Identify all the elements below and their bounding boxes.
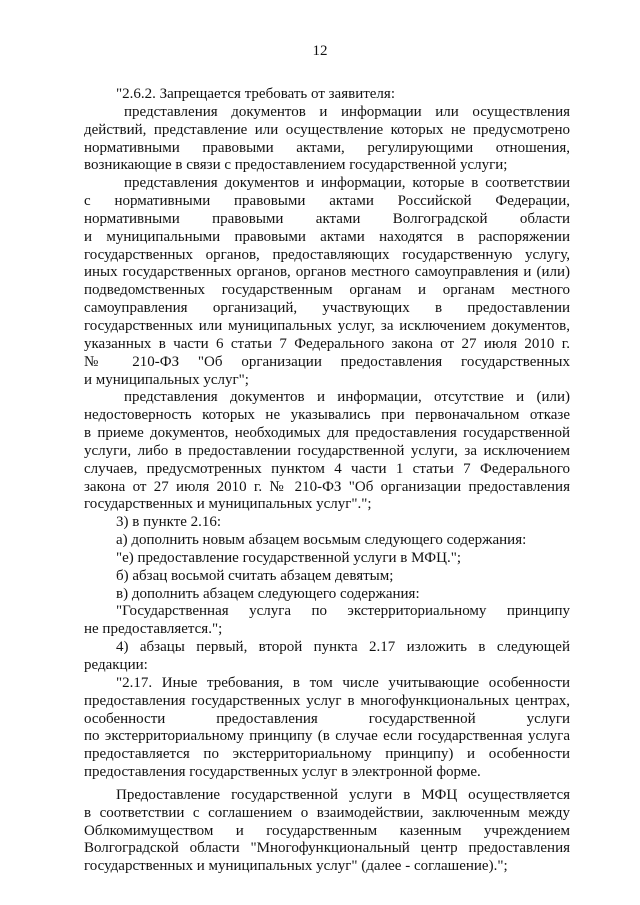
text-line: а) дополнить новым абзацем восьмым следующего содержания: (116, 532, 527, 549)
text-line: закона от 27 июля 2010 г. № 210-ФЗ "Об организации предоставления (84, 478, 570, 495)
text-line: редакции: (84, 657, 148, 673)
text-line: в приеме документов, необходимых для предоставления государственной (84, 425, 570, 442)
text-line: действий, представление или осуществление которых не предусмотрено (84, 121, 570, 138)
text-line: возникающие в связи с предоставлением государственной услуги; (84, 157, 508, 174)
text-line: "е) предоставление государственной услуги в МФЦ."; (116, 549, 461, 566)
text-line: государственных и муниципальных услуг" (далее - соглашение)."; (84, 858, 508, 875)
page-number: 12 (312, 43, 328, 59)
text-line: подведомственных государственным органам и органам местного (84, 282, 570, 299)
text-line: в соответствии с соглашением о взаимодействии, заключенным между (84, 804, 570, 821)
text-line: представления документов и информации, которые в соответствии (124, 175, 570, 192)
text-line: иных государственных органов, органов местного самоуправления и (или) (84, 264, 570, 281)
text-line: и муниципальными правовыми актами находятся в распоряжении (84, 228, 570, 245)
document-body (84, 86, 570, 876)
text-line: представления документов и информации, отсутствие и (или) (124, 389, 570, 406)
text-line: 4) абзацы первый, второй пункта 2.17 изложить в следующей (116, 639, 570, 656)
text-line: нормативными правовыми актами, регулирующими отношения, (84, 139, 570, 156)
text-line: Облкомимуществом и государственным казенным учреждением (84, 822, 570, 839)
text-line: особенности предоставления государственной услуги (84, 710, 570, 727)
text-line: предоставления государственных услуг в электронной форме. (84, 764, 481, 781)
text-line: б) абзац восьмой считать абзацем девятым; (116, 567, 394, 584)
text-line: не предоставляется."; (84, 621, 223, 638)
text-line: Предоставление государственной услуги в МФЦ осуществляется (116, 786, 570, 803)
text-line: по экстерриториальному принципу (в случае если государственная услуга (84, 728, 570, 745)
text-line: услуги, либо в предоставлении государственной услуги, за исключением (84, 442, 570, 459)
text-line: предоставления государственных услуг в многофункциональных центрах, (84, 692, 570, 709)
text-line: недостоверность которых не указывались при первоначальном отказе (84, 407, 570, 424)
text-line: в) дополнить абзацем следующего содержания: (116, 585, 420, 602)
text-line: представления документов и информации или осуществления (124, 103, 570, 120)
text-line: случаев, предусмотренных пунктом 4 части 1 статьи 7 Федерального (84, 460, 570, 477)
text-line: Волгоградской области "Многофункциональный центр предоставления (84, 840, 570, 857)
text-line: предоставляется по экстерриториальному принципу) и особенности (84, 746, 570, 763)
text-line: государственных или муниципальных услуг, за исключением документов, (84, 317, 570, 334)
text-line: с нормативными правовыми актами Российской Федерации, (84, 193, 570, 210)
text-line: самоуправления организаций, участвующих в предоставлении (84, 300, 570, 317)
text-line: нормативными правовыми актами Волгоградской области (84, 210, 570, 227)
text-line: "Государственная услуга по экстерриториальному принципу (116, 603, 570, 620)
text-line: № 210-ФЗ "Об организации предоставления государственных (84, 353, 570, 370)
text-line: и муниципальных услуг"; (84, 371, 249, 388)
text-line: 3) в пункте 2.16: (116, 514, 222, 531)
text-line: "2.17. Иные требования, в том числе учитывающие особенности (116, 674, 570, 691)
text-line: государственных и муниципальных услуг"."; (84, 496, 372, 513)
text-line: указанных в части 6 статьи 7 Федерального закона от 27 июля 2010 г. (84, 335, 570, 352)
text-line: "2.6.2. Запрещается требовать от заявителя: (116, 86, 395, 102)
text-line: государственных органов, предоставляющих государственную услугу, (84, 246, 570, 263)
